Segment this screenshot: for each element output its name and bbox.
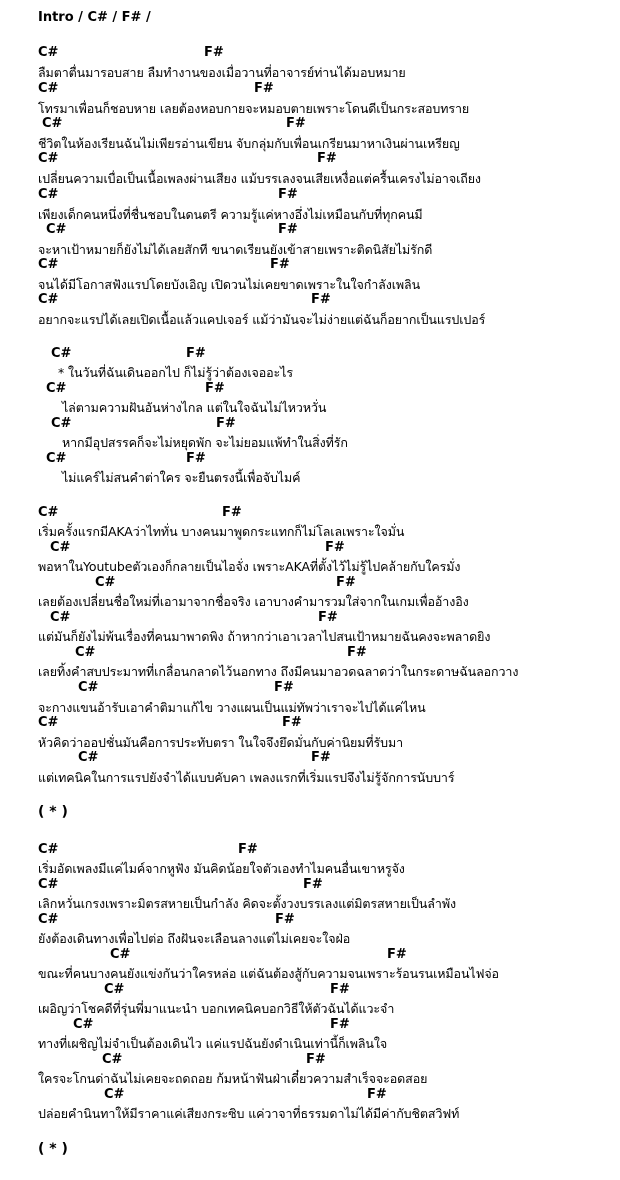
chord-f-sharp: F# <box>387 947 407 962</box>
chord-c-sharp: C# <box>46 381 67 396</box>
chord-f-sharp: F# <box>311 750 331 765</box>
lyric-line: ขณะที่คนบางคนยังแข่งกันว่าใครหล่อ แต่ฉันต้องสู้กับความจนเพราะร้อนรนเหมือนไฟจ่อ <box>38 966 499 981</box>
chord-f-sharp: F# <box>216 416 236 431</box>
lyric-line: เลิกหวั่นเกรงเพราะมิตรสหายเป็นกำลัง คิดจะตั้งวงบรรเลงแต่มิตรสหายเป็นลำพัง <box>38 896 456 911</box>
chord-c-sharp: C# <box>50 540 71 555</box>
chord-c-sharp: C# <box>38 187 59 202</box>
lyric-line: จนได้มีโอกาสฟังแรปโดยบังเอิญ เปิดวนไม่เคยขาดเพราะในใจกำลังเพลิน <box>38 277 421 292</box>
chord-f-sharp: F# <box>306 1052 326 1067</box>
lyric-line: ยังต้องเดินทางเพื่อไปต่อ ถึงฝันจะเลือนลางแต่ไม่เคยจะใจฝ่อ <box>38 931 351 946</box>
lyric-line: ไม่แคร์ไม่สนคำต่าใคร จะยืนตรงนี้เพื่อจับไมค์ <box>62 470 301 485</box>
chord-f-sharp: F# <box>286 116 306 131</box>
chord-c-sharp: C# <box>42 116 63 131</box>
lyric-line: ใครจะโกนด่าฉันไม่เคยจะถดถอย ก้มหน้าฟันฝ่าเดี๋ยวความสำเร็จจะอดสอย <box>38 1071 428 1086</box>
chord-c-sharp: C# <box>38 151 59 166</box>
lyric-line: เพียงเด็กคนหนึ่งที่ชื่นชอบในดนตรี ความรู้แค่หางอึ่งไม่เหมือนกับที่ทุกคนมี <box>38 207 423 222</box>
intro-line: Intro / C# / F# / <box>38 10 151 25</box>
chord-f-sharp: F# <box>330 1017 350 1032</box>
lyric-line: จะหาเป้าหมายก็ยังไม่ได้เลยสักที ขนาดเรียนยังเข้าสายเพราะติดนิสัยไม่รักดี <box>38 242 433 257</box>
chord-c-sharp: C# <box>51 346 72 361</box>
chord-c-sharp: C# <box>38 842 59 857</box>
chord-f-sharp: F# <box>347 645 367 660</box>
chord-f-sharp: F# <box>186 346 206 361</box>
chord-c-sharp: C# <box>46 451 67 466</box>
lyric-line: พอหาในYoutubeตัวเองก็กลายเป็นไอจั่ง เพราะAKAที่ตั้งไว้ไม่รู้ไปคล้ายกับใครมั่ง <box>38 559 461 574</box>
lyric-line: โทรมาเพื่อนก็ชอบหาย เลยต้องหอบกายจะหมอบตายเพราะโดนดีเป็นกระสอบทราย <box>38 101 470 116</box>
lyric-line: * ในวันที่ฉันเดินออกไป ก็ไม่รู้ว่าต้องเจออะไร <box>58 365 293 380</box>
lyric-line: เริ่มครั้งแรกมีAKAว่าไททั่น บางคนมาพูดกระแทกก็ไม่โลเลเพราะใจมั่น <box>38 524 405 539</box>
lyric-line: แต่มันก็ยังไม่พ้นเรื่องที่คนมาพาดพิง ถ้าหากว่าเอาเวลาไปสนเป้าหมายฉันคงจะพลาดยิง <box>38 629 491 644</box>
chord-f-sharp: F# <box>367 1087 387 1102</box>
chord-c-sharp: C# <box>104 982 125 997</box>
lyric-line: ไล่ตามความฝันอันห่างไกล แต่ในใจฉันไม่ไหวหวั่น <box>62 400 327 415</box>
lyric-line: เลยทิ้งคำสบประมาทที่เกลื่อนกลาดไว้นอกทาง ถึงมีคนมาอวดฉลาดว่าในกระดาษฉันลอกวาง <box>38 664 519 679</box>
chord-c-sharp: C# <box>38 45 59 60</box>
chord-f-sharp: F# <box>254 81 274 96</box>
lyric-line: อยากจะแรปได้เลยเปิดเนื้อแล้วแคปเจอร์ แม้ว่ามันจะไม่ง่ายแต่ฉันก็อยากเป็นแรปเปอร์ <box>38 312 486 327</box>
chord-c-sharp: C# <box>38 505 59 520</box>
chord-f-sharp: F# <box>311 292 331 307</box>
chord-c-sharp: C# <box>95 575 116 590</box>
chord-c-sharp: C# <box>38 292 59 307</box>
chord-f-sharp: F# <box>336 575 356 590</box>
chord-c-sharp: C# <box>78 680 99 695</box>
chord-c-sharp: C# <box>75 645 96 660</box>
chord-f-sharp: F# <box>282 715 302 730</box>
lyric-line: หากมีอุปสรรคก็จะไม่หยุดพัก จะไม่ยอมแพ้ทำในสิ่งที่รัก <box>62 435 348 450</box>
chord-f-sharp: F# <box>186 451 206 466</box>
lyric-line: จะกางแขนอ้ารับเอาคำติมาแก้ไข วางแผนเป็นแม่ทัพว่าเราจะไปได้แค่ไหน <box>38 700 426 715</box>
chord-f-sharp: F# <box>303 877 323 892</box>
lyric-line: ทางที่เผชิญไม่จำเป็นต้องเดินไว แค่แรปฉันยังดำเนินเท่านี้ก็เพลินใจ <box>38 1036 388 1051</box>
lyric-line: ลืมตาตื่นมารอบสาย ลืมทำงานของเมื่อวานที่อาจารย์ท่านได้มอบหมาย <box>38 65 406 80</box>
chord-f-sharp: F# <box>270 257 290 272</box>
chord-c-sharp: C# <box>78 750 99 765</box>
chord-c-sharp: C# <box>38 257 59 272</box>
chord-f-sharp: F# <box>238 842 258 857</box>
chord-f-sharp: F# <box>325 540 345 555</box>
lyric-line: ปล่อยคำนินทาให้มีราคาแค่เสียงกระซิบ แค่วาจาที่ธรรมดาไม่ได้มีค่ากับชิตสวิฟท์ <box>38 1106 460 1121</box>
chord-c-sharp: C# <box>51 416 72 431</box>
chorus-reference: ( * ) <box>38 804 68 820</box>
chord-c-sharp: C# <box>38 81 59 96</box>
chord-c-sharp: C# <box>46 222 67 237</box>
chord-c-sharp: C# <box>38 912 59 927</box>
chord-f-sharp: F# <box>222 505 242 520</box>
chorus-reference: ( * ) <box>38 1141 68 1157</box>
lyric-line: เผอิญว่าโชคดีที่รุ่นพี่มาแนะนำ บอกเทคนิคบอกวิธีให้ตัวฉันได้แวะจำ <box>38 1001 395 1016</box>
chord-c-sharp: C# <box>38 877 59 892</box>
chord-f-sharp: F# <box>204 45 224 60</box>
chord-f-sharp: F# <box>275 912 295 927</box>
chord-f-sharp: F# <box>330 982 350 997</box>
chord-c-sharp: C# <box>50 610 71 625</box>
chord-f-sharp: F# <box>318 610 338 625</box>
chord-c-sharp: C# <box>102 1052 123 1067</box>
chord-f-sharp: F# <box>278 187 298 202</box>
lyric-line: เปลี่ยนความเบื่อเป็นเนื้อเพลงผ่านเสียง แม้บรรเลงจนเสียเหงื่อแต่ครื้นเครงไม่อาจเถียง <box>38 171 481 186</box>
lyric-line: ชีวิตในห้องเรียนฉันไม่เพียรอ่านเขียน จับกลุ่มกับเพื่อนเกรียนมาหาเงินผ่านเหรียญ <box>38 136 460 151</box>
chord-c-sharp: C# <box>73 1017 94 1032</box>
lyric-line: หัวคิดว่าออปชั่นมันคือการประทับตรา ในใจจึงยึดมั่นกับค่านิยมที่รับมา <box>38 735 404 750</box>
chord-f-sharp: F# <box>317 151 337 166</box>
lyric-line: เลยต้องเปลี่ยนชื่อใหม่ที่เอามาจากชื่อจริง เอาบางคำมารวมใส่จากในเกมเพื่ออ้างอิง <box>38 594 469 609</box>
chord-f-sharp: F# <box>274 680 294 695</box>
chord-c-sharp: C# <box>104 1087 125 1102</box>
chord-f-sharp: F# <box>205 381 225 396</box>
chord-c-sharp: C# <box>38 715 59 730</box>
chord-c-sharp: C# <box>110 947 131 962</box>
chord-f-sharp: F# <box>278 222 298 237</box>
lyric-line: แต่เทคนิคในการแรปยังจำได้แบบคับคา เพลงแรกที่เริ่มแรปจึงไม่รู้จักการนับบาร์ <box>38 770 455 785</box>
lyric-line: เริ่มอัดเพลงมีแค่ไมค์จากหูฟัง มันคิดน้อยใจตัวเองทำไมคนอื่นเขาหรูจัง <box>38 861 405 876</box>
